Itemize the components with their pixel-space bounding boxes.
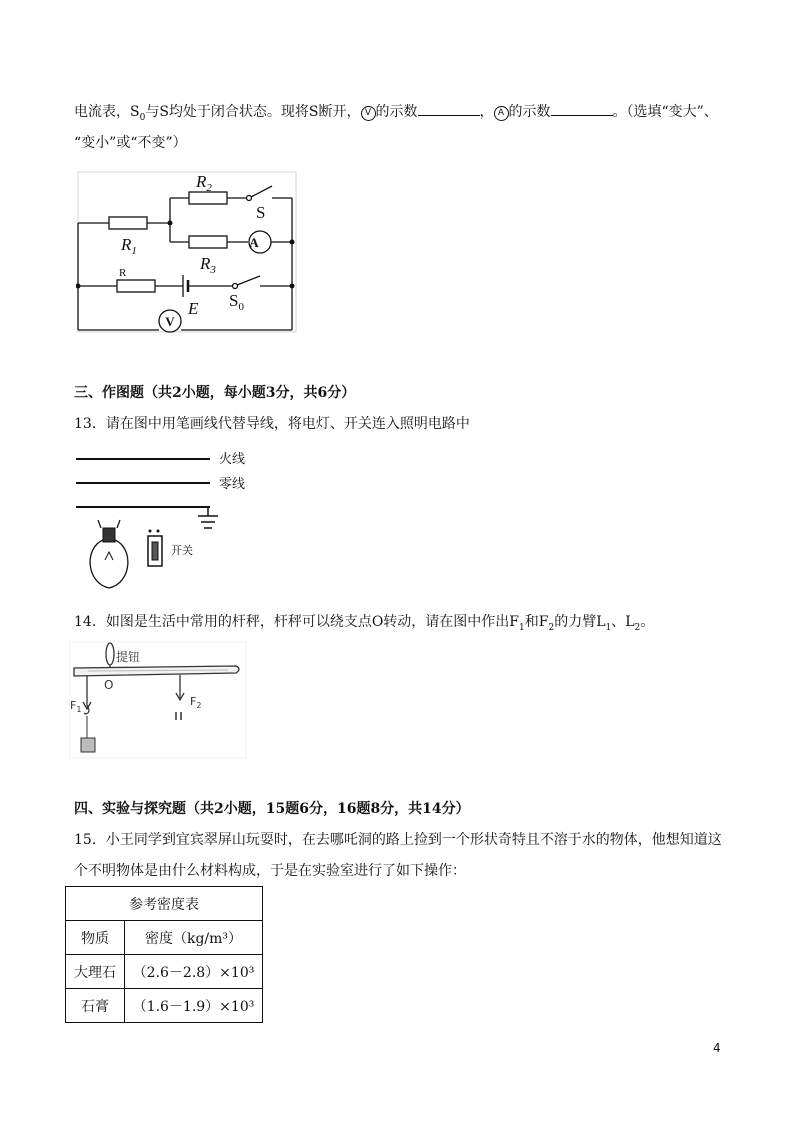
page-number: 4	[713, 1041, 721, 1055]
wiring-diagram	[74, 448, 264, 596]
q12-line1	[74, 102, 718, 128]
knob-label: 提钮	[116, 650, 141, 664]
label-r: R	[119, 267, 127, 279]
answer-blank-voltmeter[interactable]	[418, 102, 480, 116]
svg-text:R2	[195, 172, 212, 194]
q14-sub4: 2	[634, 622, 641, 633]
q14-sub3: 1	[605, 622, 612, 633]
q12-text-a: 电流表，S	[74, 104, 140, 120]
bulb-glass	[90, 540, 128, 588]
circuit-diagram	[76, 170, 300, 335]
q12-text-c: 的示数	[375, 104, 418, 120]
live-wire-label: 火线	[219, 452, 246, 467]
q12-text-e: 的示数	[508, 104, 551, 120]
f2-label: F	[190, 695, 197, 708]
switch-s0-contact	[233, 284, 238, 289]
table-header-substance: 物质	[66, 921, 125, 955]
q14-text-b: 和F	[524, 614, 549, 630]
q12-text-b: 与S均处于闭合状态。现将S断开，	[145, 104, 361, 120]
label-r1: R	[121, 235, 132, 254]
table-cell: （1.6－1.9）×10³	[125, 989, 263, 1023]
q14-text-d: 、L	[611, 614, 635, 630]
answer-blank-ammeter[interactable]	[551, 102, 613, 116]
f1-sub: 1	[76, 705, 82, 714]
label-ammeter: A	[249, 235, 259, 250]
label-r3-sub: 3	[210, 264, 216, 276]
q15-line1: 15．小王同学到宜宾翠屏山玩耍时，在去哪吒洞的路上捡到一个形状奇特且不溶于水的物体，他想知道这	[74, 832, 722, 848]
q12-line2: “变小”或“不变”）	[74, 135, 187, 151]
q14-text-a: 14．如图是生活中常用的杆秤，杆秤可以绕支点O转动，请在图中作出F	[74, 614, 520, 630]
switch-label: 开关	[171, 544, 193, 557]
switch-s-blade	[251, 186, 272, 197]
svg-text:R1	[120, 235, 137, 257]
label-r1-sub: 1	[131, 245, 137, 257]
label-s0: S	[229, 291, 239, 310]
table-header-density: 密度（kg/m³）	[125, 921, 263, 955]
switch-s0-blade	[237, 276, 260, 285]
knob-loop	[106, 643, 114, 665]
density-table	[65, 886, 263, 1023]
q14-text-c: 的力臂L	[554, 614, 606, 630]
resistor-r	[117, 280, 155, 292]
q12-text-d: ，	[479, 104, 494, 120]
label-voltmeter: V	[165, 314, 175, 329]
table-cell: 大理石	[66, 955, 125, 989]
table-row	[66, 955, 263, 989]
section4-heading: 四、实验与探究题（共2小题，15题6分，16题8分，共14分）	[74, 801, 470, 817]
q14-sub2: 2	[548, 622, 555, 633]
table-row	[66, 989, 263, 1023]
svg-text:F1	[70, 699, 81, 714]
f1-label: F	[70, 699, 77, 712]
q12-sub0: 0	[139, 112, 146, 123]
svg-text:S0	[229, 291, 244, 313]
bulb-base	[103, 528, 115, 542]
q14-sub1: 1	[519, 622, 525, 633]
resistor-r3	[189, 236, 227, 248]
q13-text: 13．请在图中用笔画线代替导线，将电灯、开关连入照明电路中	[74, 416, 470, 432]
neutral-wire-label: 零线	[219, 477, 246, 492]
table-title: 参考密度表	[66, 887, 263, 921]
svg-text:F2	[190, 695, 201, 710]
voltmeter-symbol: V	[361, 106, 376, 121]
hanging-weight	[81, 738, 95, 752]
steelyard-diagram	[68, 640, 248, 760]
q14-text	[74, 612, 654, 638]
table-cell: （2.6－2.8）×10³	[125, 955, 263, 989]
svg-text:R3	[199, 254, 216, 276]
ammeter-symbol: A	[494, 106, 509, 121]
f2-sub: 2	[196, 701, 202, 710]
pivot-label: O	[104, 678, 114, 692]
label-s: S	[256, 203, 266, 222]
label-r2: R	[196, 172, 207, 191]
table-cell: 石膏	[66, 989, 125, 1023]
q12-text-f: 。（选填“变大”、	[612, 104, 718, 120]
label-e: E	[188, 299, 199, 318]
section3-heading: 三、作图题（共2小题，每小题3分，共6分）	[74, 385, 356, 401]
q14-text-e: 。	[640, 614, 655, 630]
label-s0-sub: 0	[238, 301, 244, 313]
q15-line2: 个不明物体是由什么材料构成，于是在实验室进行了如下操作：	[74, 863, 466, 879]
switch-s-contact	[247, 196, 252, 201]
label-r3: R	[200, 254, 211, 273]
resistor-r1	[109, 217, 147, 229]
label-r2-sub: 2	[206, 182, 212, 194]
